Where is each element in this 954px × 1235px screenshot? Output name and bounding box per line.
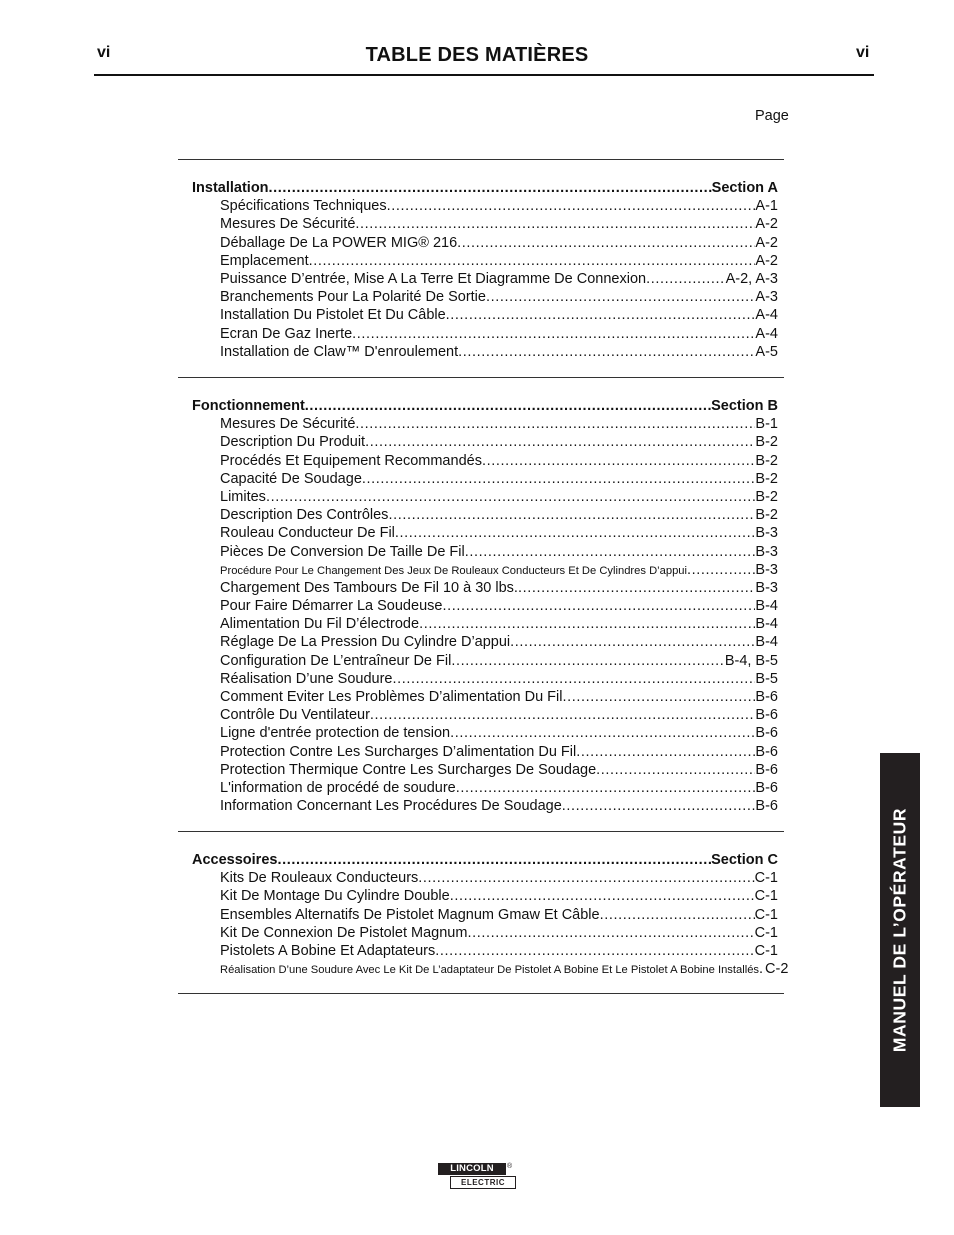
toc-entry-label: Contrôle Du Ventilateur [220, 707, 370, 724]
dot-leader [600, 907, 755, 923]
dot-leader [465, 544, 756, 560]
toc-entry-label: Description Du Produit [220, 434, 366, 451]
page-title: TABLE DES MATIÈRES [365, 44, 589, 66]
dot-leader [362, 471, 756, 487]
toc-entry-label: Description Des Contrôles [220, 507, 389, 524]
dot-leader [418, 870, 754, 886]
toc-entry-label: Protection Contre Les Surcharges D’alimentation Du Fil [220, 743, 577, 760]
toc-entry-page: A-2 [755, 234, 778, 251]
toc-entry-page: C-2 [765, 961, 789, 978]
toc-entry-label: Installation de Claw™ D'enroulement [220, 343, 459, 360]
toc-entry-page: B-5 [755, 670, 778, 687]
toc-entry[interactable] [192, 507, 778, 525]
dot-leader [646, 271, 726, 287]
toc-entry[interactable] [192, 235, 778, 253]
toc-entry[interactable] [192, 634, 778, 652]
toc-entry-page: C-1 [754, 870, 778, 887]
dot-leader [486, 289, 755, 305]
toc-entry-page: B-6 [755, 761, 778, 778]
toc-entry-page: B-6 [755, 707, 778, 724]
page-number-right: vi [856, 44, 870, 61]
dot-leader [269, 180, 712, 196]
page-column-label: Page [755, 108, 789, 124]
toc-entry-label: Capacité De Soudage [220, 470, 362, 487]
toc-entry-page: C-1 [754, 888, 778, 905]
toc-entry-label: Spécifications Techniques [220, 198, 387, 215]
toc-heading-label: Installation [192, 180, 269, 196]
toc-entry-label: Pour Faire Démarrer La Soudeuse [220, 598, 443, 615]
toc-entry-label: Chargement Des Tambours De Fil 10 à 30 lbs. [220, 579, 518, 596]
toc-entry-page: B-4 [755, 616, 778, 633]
toc-entry-label: Rouleau Conducteur De Fil [220, 525, 395, 542]
toc-section-fonctionnement [192, 398, 778, 816]
dot-leader [277, 852, 711, 868]
toc-entry-label: Installation Du Pistolet Et Du Câble [220, 307, 446, 324]
toc-entry-page: C-1 [754, 906, 778, 923]
toc-section-heading[interactable] [192, 180, 778, 198]
toc-entry-page: B-3 [755, 543, 778, 560]
toc-entry-label: L'information de procédé de soudure [220, 779, 456, 796]
logo-registered-mark: ® [507, 1163, 513, 1170]
dot-leader [563, 689, 756, 705]
toc-entry-page: B-1 [755, 416, 778, 433]
toc-heading-label: Fonctionnement [192, 398, 305, 414]
toc-entry[interactable] [192, 888, 778, 906]
dot-leader [518, 580, 755, 596]
toc-entry-label: Réglage De La Pression Du Cylindre D’appui [220, 634, 511, 651]
toc-entry[interactable] [192, 580, 778, 598]
toc-entry-page: B-2 [755, 488, 778, 505]
toc-entry-page: B-4 [755, 634, 778, 651]
toc-entry[interactable] [192, 344, 778, 362]
toc-entry-label: Procédés Et Equipement Recommandés [220, 452, 482, 469]
toc-entry-page: C-1 [754, 942, 778, 959]
toc-entry-label: Pistolets A Bobine Et Adaptateurs [220, 942, 436, 959]
toc-entry[interactable] [192, 744, 778, 762]
toc-entry-label: Comment Eviter Les Problèmes D’alimentation Du Fil [220, 689, 563, 705]
toc-section-heading[interactable] [192, 852, 778, 870]
toc-entry-page: B-3 [755, 579, 778, 596]
toc-entry[interactable] [192, 870, 778, 888]
logo-top: LINCOLN [438, 1163, 506, 1175]
dot-leader [355, 416, 755, 432]
divider [178, 993, 784, 994]
dot-leader [365, 434, 755, 450]
dot-leader [387, 198, 756, 214]
dot-leader [355, 216, 755, 232]
toc-entry-label: Mesures De Sécurité [220, 416, 356, 433]
toc-entry-page: B-2 [755, 507, 778, 524]
toc-entry-page: B-3 [755, 561, 778, 578]
dot-leader [687, 562, 755, 578]
toc-entry-label: Déballage De La POWER MIG® 216 [220, 234, 458, 251]
toc-entry-label: Alimentation Du Fil D’électrode [220, 616, 420, 633]
toc-entry-label: Réalisation D’une Soudure Avec Le Kit De L’adaptateur De Pistolet A Bobine Et Le Pistolet A Bobine Installés [220, 964, 760, 977]
dot-leader [596, 762, 755, 778]
dot-leader [352, 326, 755, 342]
toc-section-installation [192, 180, 778, 362]
toc-entry-page: A-2 [755, 216, 778, 233]
dot-leader [442, 598, 755, 614]
toc-entry-page: B-4, B-5 [724, 652, 778, 669]
toc-entry-page: B-6 [755, 689, 778, 705]
toc-entry-page: C-1 [754, 924, 778, 941]
toc-section-accessoires [192, 852, 789, 979]
toc-entry-page: B-6 [755, 725, 778, 742]
dot-leader [467, 925, 754, 941]
toc-entry[interactable] [192, 907, 778, 925]
dot-leader [305, 398, 711, 414]
toc-entry[interactable] [192, 453, 778, 471]
toc-entry[interactable] [192, 780, 778, 798]
toc-entry-page: B-2 [755, 470, 778, 487]
toc-entry-label: Puissance D’entrée, Mise A La Terre Et Diagramme De Connexion [220, 270, 647, 287]
toc-entry-label: Branchements Pour La Polarité De Sortie [220, 289, 486, 306]
toc-entry[interactable] [192, 616, 778, 634]
dot-leader [395, 525, 756, 541]
dot-leader [562, 798, 756, 814]
toc-entry[interactable] [192, 216, 778, 234]
toc-entry[interactable] [192, 198, 778, 216]
toc-heading-label: Accessoires [192, 852, 278, 868]
toc-entry[interactable] [192, 525, 778, 543]
toc-entry[interactable] [192, 307, 778, 325]
toc-entry[interactable] [192, 434, 778, 452]
dot-leader [482, 453, 755, 469]
toc-entry-page: B-2 [755, 452, 778, 469]
toc-entry-label: Procédure Pour Le Changement Des Jeux De Rouleaux Conducteurs Et De Cylindres D’appui [220, 564, 688, 577]
toc-entry-label: Protection Thermique Contre Les Surcharges De Soudage [220, 761, 597, 778]
toc-entry[interactable] [192, 489, 778, 507]
toc-entry[interactable] [192, 725, 778, 743]
toc-entry[interactable] [192, 925, 778, 943]
toc-heading-page: Section B [711, 398, 778, 414]
toc-entry-label: Kits De Rouleaux Conducteurs [220, 870, 419, 887]
toc-entry[interactable] [192, 253, 778, 271]
toc-entry-page: B-6 [755, 798, 778, 815]
toc-entry[interactable] [192, 416, 778, 434]
dot-leader [393, 671, 756, 687]
toc-heading-page: Section A [711, 180, 778, 196]
dot-leader [451, 653, 724, 669]
toc-entry-page: A-2, A-3 [725, 270, 778, 287]
toc-entry[interactable] [192, 653, 778, 671]
toc-entry-label: Ligne d'entrée protection de tension [220, 725, 451, 742]
header-rule [94, 74, 874, 76]
toc-entry-page: B-3 [755, 525, 778, 542]
toc-entry-label: Information Concernant Les Procédures De Soudage [220, 798, 562, 815]
divider [178, 377, 784, 378]
toc-entry-label: Mesures De Sécurité [220, 216, 356, 233]
toc-entry-label: Pièces De Conversion De Taille De Fil [220, 543, 465, 560]
toc-entry[interactable] [192, 289, 778, 307]
toc-entry-label: Ensembles Alternatifs De Pistolet Magnum Gmaw Et Câble [220, 906, 600, 923]
dot-leader [450, 725, 755, 741]
toc-heading-page: Section C [711, 852, 778, 868]
toc-entry-label: Limites [220, 488, 266, 505]
side-tab [880, 753, 920, 1107]
toc-entry-label: Emplacement [220, 252, 309, 269]
toc-entry-page: A-5 [755, 343, 778, 360]
toc-entry[interactable] [192, 271, 778, 289]
toc-entry-page: A-3 [755, 289, 778, 306]
page-number-left: vi [97, 44, 111, 61]
divider [178, 831, 784, 832]
toc-entry-page: A-4 [755, 307, 778, 324]
toc-entry[interactable] [192, 798, 778, 816]
toc-entry[interactable] [192, 762, 778, 780]
dot-leader [388, 507, 755, 523]
dot-leader [309, 253, 756, 269]
toc-entry[interactable] [192, 943, 778, 961]
toc-entry-page: B-6 [755, 779, 778, 796]
dot-leader [419, 616, 755, 632]
dot-leader [576, 744, 755, 760]
dot-leader [450, 888, 755, 904]
toc-entry[interactable] [192, 961, 789, 979]
toc-entry[interactable] [192, 471, 778, 489]
toc-entry-label: Kit De Montage Du Cylindre Double [220, 888, 450, 905]
toc-entry[interactable] [192, 544, 778, 562]
dot-leader [446, 307, 756, 323]
dot-leader [458, 344, 755, 360]
toc-entry-label: Kit De Connexion De Pistolet Magnum [220, 924, 468, 941]
toc-entry-page: B-4 [755, 598, 778, 615]
toc-entry-label: Ecran De Gaz Inerte [220, 325, 353, 342]
dot-leader [266, 489, 755, 505]
toc-entry-page: B-2 [755, 434, 778, 451]
toc-entry-label: Réalisation D’une Soudure [220, 670, 393, 687]
side-tab-label: MANUEL DE L’OPÉRATEUR [889, 807, 910, 1053]
toc-entry[interactable] [192, 707, 778, 725]
toc-entry[interactable] [192, 689, 778, 707]
toc-entry-page: A-4 [755, 325, 778, 342]
toc-entry-page: B-6 [755, 743, 778, 760]
lincoln-electric-logo [438, 1163, 518, 1191]
dot-leader [456, 780, 756, 796]
dot-leader [510, 634, 755, 650]
toc-entry-label: Configuration De L’entraîneur De Fil [220, 652, 452, 669]
dot-leader [370, 707, 756, 723]
toc-entry[interactable] [192, 671, 778, 689]
toc-entry-page: A-1 [755, 198, 778, 215]
toc-entry-page: A-2 [755, 252, 778, 269]
logo-bottom: ELECTRIC [450, 1176, 516, 1189]
toc-section-heading[interactable] [192, 398, 778, 416]
dot-leader [435, 943, 754, 959]
divider [178, 159, 784, 160]
toc-entry[interactable] [192, 326, 778, 344]
dot-leader [457, 235, 755, 251]
toc-entry[interactable] [192, 598, 778, 616]
toc-entry[interactable] [192, 562, 778, 580]
